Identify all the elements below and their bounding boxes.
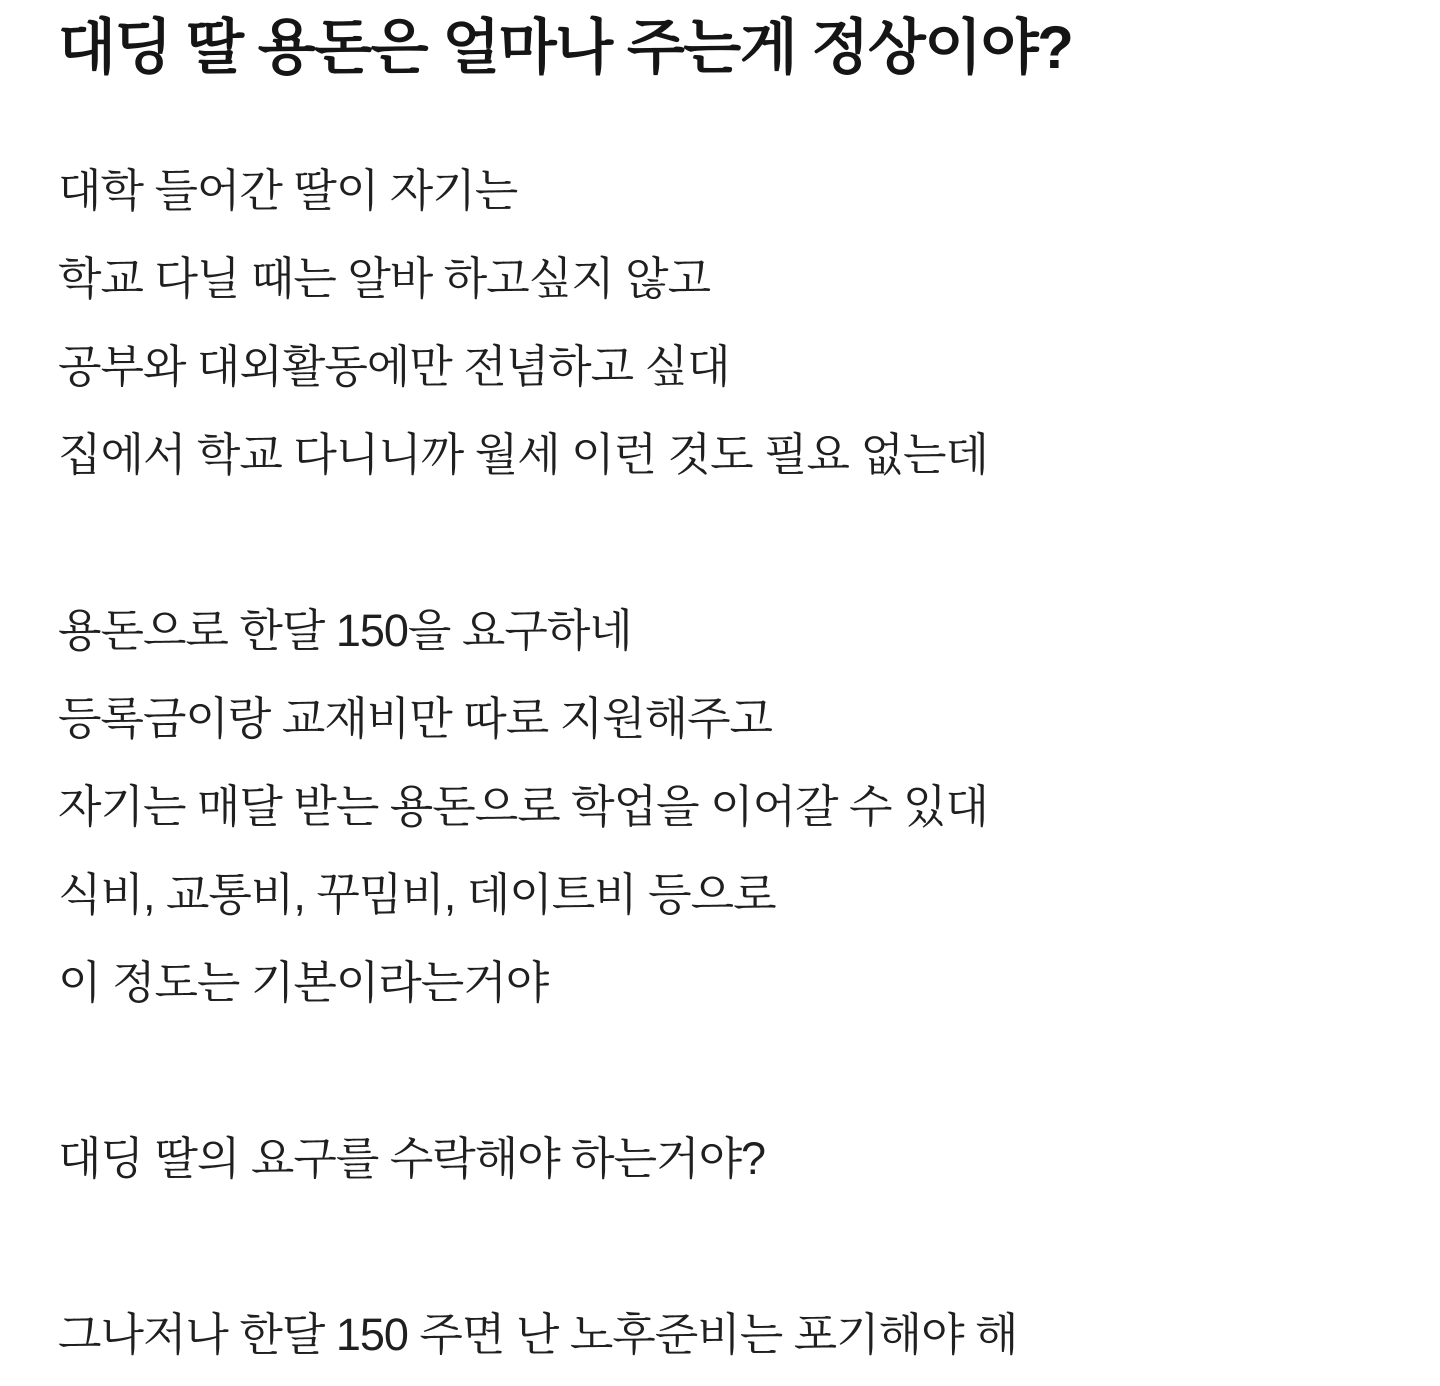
paragraph-2 xyxy=(58,587,1382,1027)
body-line-question: 대딩 딸의 요구를 수락해야 하는거야? xyxy=(58,1133,766,1184)
body-line: 식비, 교통비, 꾸밈비, 데이트비 등으로 xyxy=(58,869,776,920)
body-line: 등록금이랑 교재비만 따로 지원해주고 xyxy=(58,693,773,744)
paragraph-4 xyxy=(58,1291,1382,1379)
body-line: 자기는 매달 받는 용돈으로 학업을 이어갈 수 있대 xyxy=(58,781,988,832)
page-title: 대딩 딸 용돈은 얼마나 주는게 정상이야? xyxy=(58,14,1073,81)
paragraph-1 xyxy=(58,147,1382,499)
body-line: 공부와 대외활동에만 전념하고 싶대 xyxy=(58,341,730,392)
body-line: 집에서 학교 다니니까 월세 이런 것도 필요 없는데 xyxy=(58,429,988,480)
body-line: 이 정도는 기본이라는거야 xyxy=(58,957,549,1008)
body-line: 대학 들어간 딸이 자기는 xyxy=(58,165,518,216)
body-line: 그나저나 한달 150 주면 난 노후준비는 포기해야 해 xyxy=(58,1309,1018,1360)
paragraph-3 xyxy=(58,1115,1382,1203)
post-body xyxy=(58,147,1382,1379)
body-line: 학교 다닐 때는 알바 하고싶지 않고 xyxy=(58,253,711,304)
body-line: 용돈으로 한달 150을 요구하네 xyxy=(58,605,632,656)
